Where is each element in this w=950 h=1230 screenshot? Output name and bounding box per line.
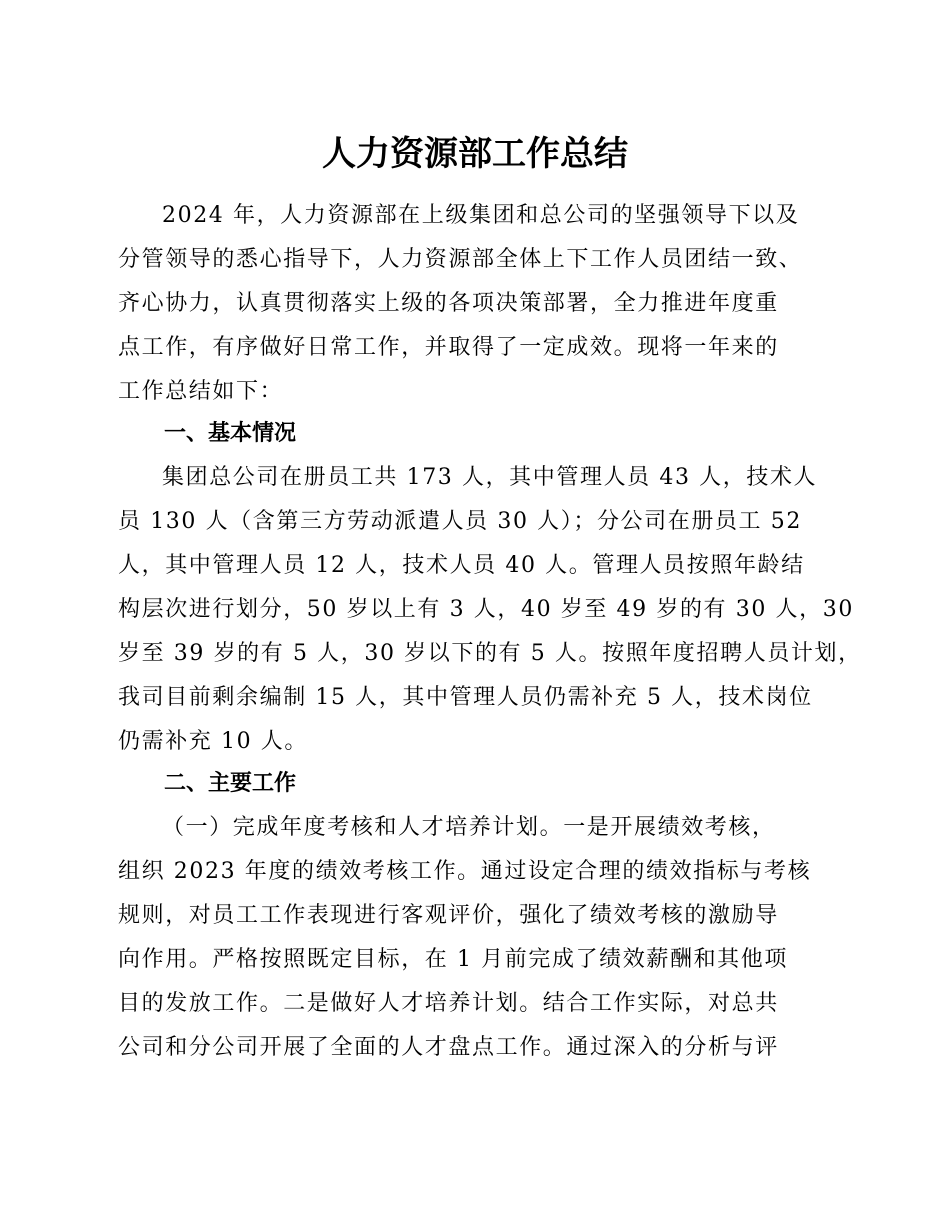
paragraph-line: 组织 2023 年度的绩效考核工作。通过设定合理的绩效指标与考核 — [118, 859, 812, 884]
paragraph-line: 目的发放工作。二是做好人才培养计划。结合工作实际，对总共 — [118, 991, 779, 1016]
paragraph-line: 岁至 39 岁的有 5 人，30 岁以下的有 5 人。按照年度招聘人员计划， — [118, 641, 862, 666]
document-title: 人力资源部工作总结 — [322, 134, 628, 174]
paragraph-line: 规则，对员工工作表现进行客观评价，强化了绩效考核的激励导 — [118, 903, 779, 928]
intro-line: 点工作，有序做好日常工作，并取得了一定成效。现将一年来的 — [118, 335, 779, 360]
intro-line: 2024 年，人力资源部在上级集团和总公司的坚强领导下以及 — [162, 203, 800, 228]
paragraph-line: 我司目前剩余编制 15 人，其中管理人员仍需补充 5 人，技术岗位 — [118, 685, 813, 710]
paragraph-line: 向作用。严格按照既定目标，在 1 月前完成了绩效薪酬和其他项 — [118, 947, 788, 972]
paragraph-line: 员 130 人（含第三方劳动派遣人员 30 人）；分公司在册员工 52 — [118, 509, 802, 534]
paragraph-line: 人，其中管理人员 12 人，技术人员 40 人。管理人员按照年龄结 — [118, 553, 805, 578]
paragraph-line: 构层次进行划分，50 岁以上有 3 人，40 岁至 49 岁的有 30 人，30 — [118, 597, 854, 622]
section-heading-main-work: 二、主要工作 — [164, 771, 297, 796]
section-heading-basic-situation: 一、基本情况 — [164, 421, 297, 446]
paragraph-line: 公司和分公司开展了全面的人才盘点工作。通过深入的分析与评 — [118, 1035, 779, 1060]
intro-line: 齐心协力，认真贯彻落实上级的各项决策部署，全力推进年度重 — [118, 291, 779, 316]
intro-line: 工作总结如下： — [118, 379, 284, 404]
paragraph-line: 仍需补充 10 人。 — [118, 729, 308, 754]
intro-line: 分管领导的悉心指导下，人力资源部全体上下工作人员团结一致、 — [118, 247, 803, 272]
paragraph-line: （一）完成年度考核和人才培养计划。一是开展绩效考核， — [162, 815, 776, 840]
paragraph-line: 集团总公司在册员工共 173 人，其中管理人员 43 人，技术人 — [162, 465, 818, 490]
